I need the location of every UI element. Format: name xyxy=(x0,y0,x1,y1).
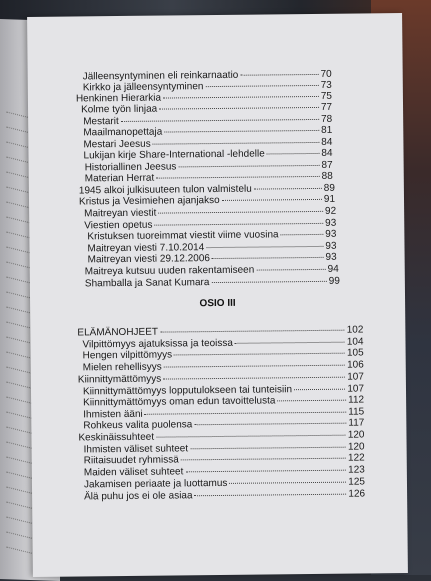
toc-entry-title: Mielen rehellisyys xyxy=(82,361,162,374)
dot-leader xyxy=(164,130,319,133)
facing-page-line xyxy=(6,291,32,298)
toc-entry-page: 120 xyxy=(347,441,365,453)
toc-entry-page: 94 xyxy=(327,263,339,275)
toc-entry-title: Ihmisten ääni xyxy=(83,408,143,421)
toc-entry-title: Älä puhu jos ei ole asiaa xyxy=(84,490,193,503)
toc-entry xyxy=(84,488,365,502)
facing-page-line xyxy=(6,531,32,538)
toc-entry-title: Maitreya kutsuu uuden rakentamiseen xyxy=(84,264,255,278)
section-heading: OSIO III xyxy=(199,297,236,310)
dot-leader xyxy=(158,211,323,214)
toc-entry-page: 73 xyxy=(320,79,332,91)
dot-leader xyxy=(194,423,346,426)
toc-entry-page: 115 xyxy=(348,406,365,418)
toc-entry-page: 120 xyxy=(347,429,365,441)
facing-page-line xyxy=(6,261,32,268)
dot-leader xyxy=(205,85,318,87)
toc-entry-page: 125 xyxy=(348,476,366,488)
toc-entry-title: Kiinnittymättömyys oman edun tavoittelusta xyxy=(83,395,276,409)
toc-entry-page: 107 xyxy=(347,371,364,383)
toc-entry-title: Kolme työn linjaa xyxy=(80,103,158,116)
dot-leader xyxy=(121,119,319,122)
toc-entry-title: Mestari Jeesus xyxy=(83,138,151,151)
toc-entry-title: Kiinnittymättömyys xyxy=(77,373,162,386)
dot-leader xyxy=(277,400,346,402)
facing-page-line xyxy=(6,276,32,283)
dot-leader xyxy=(174,353,345,356)
toc-entry-page: 117 xyxy=(348,417,365,429)
toc-entry-title: Lukijan kirje Share-International -lehdelle xyxy=(83,148,265,162)
dot-leader xyxy=(153,142,320,145)
toc-entry-page: 126 xyxy=(348,488,366,500)
facing-page-line xyxy=(6,411,32,418)
toc-entry-page: 104 xyxy=(346,336,364,348)
toc-entry-page: 84 xyxy=(321,147,333,159)
toc-entry-title: Maitreyan viesti 29.12.2006 xyxy=(87,253,210,266)
toc-entry-title: Keskinäissuhteet xyxy=(78,431,155,444)
facing-page-line xyxy=(6,501,32,508)
dot-leader xyxy=(229,482,346,484)
dot-leader xyxy=(190,447,346,450)
toc-entry-title: Henkinen Hierarkia xyxy=(75,92,162,105)
toc-entry-page: 107 xyxy=(347,383,365,395)
toc-entry-title: Materian Herrat xyxy=(84,172,155,185)
toc-entry-page: 106 xyxy=(346,359,364,371)
dot-leader xyxy=(212,257,324,259)
dot-leader xyxy=(156,176,319,179)
toc-entry-page: 70 xyxy=(320,68,332,80)
dot-leader xyxy=(164,365,345,368)
dot-leader xyxy=(159,107,319,110)
toc-entry-page: 122 xyxy=(347,452,365,464)
dot-leader xyxy=(160,330,345,333)
dot-leader xyxy=(267,153,320,155)
toc-entry-page: 93 xyxy=(325,251,337,263)
toc-entry-title: Shamballa ja Sanat Kumara xyxy=(84,277,210,290)
toc-entry-title: Maitreyan viesti 7.10.2014 xyxy=(87,242,205,255)
toc-entry-title: Maailmanopettaja xyxy=(83,126,163,139)
dot-leader xyxy=(154,223,323,226)
toc-entry-page: 123 xyxy=(348,464,365,476)
dot-leader xyxy=(178,165,319,167)
toc-entry-title: Kirkko ja jälleensyntyminen xyxy=(82,81,204,94)
toc-entry-title: 1945 alkoi julkisuuteen tulon valmistelu xyxy=(78,183,252,197)
facing-page-line xyxy=(6,321,32,328)
facing-page-line xyxy=(6,336,32,343)
facing-page-line xyxy=(6,216,32,223)
dot-leader xyxy=(256,269,325,271)
facing-page-line xyxy=(6,231,32,238)
toc-entry-title: ELÄMÄNOHJEET xyxy=(77,326,159,339)
facing-page-line xyxy=(6,426,32,433)
dot-leader xyxy=(254,188,322,190)
toc-entry-page: 105 xyxy=(346,347,364,359)
toc-entry-title: Jälleensyntyminen eli reinkarnaatio xyxy=(82,69,239,83)
toc-entry-title: Maiden väliset suhteet xyxy=(83,466,184,479)
toc-entry-title: Riitaisuudet ryhmissä xyxy=(83,454,179,467)
dot-leader xyxy=(294,389,345,391)
toc-entry-page: 93 xyxy=(325,228,337,240)
facing-page-line xyxy=(6,471,32,478)
toc-entry-page: 112 xyxy=(348,394,365,406)
facing-page-line xyxy=(6,201,32,208)
dot-leader xyxy=(206,246,323,248)
dot-leader xyxy=(163,96,319,99)
facing-page-line xyxy=(6,516,32,523)
dot-leader xyxy=(195,494,347,497)
toc-entry-page: 89 xyxy=(323,182,335,194)
toc-entry-page: 81 xyxy=(321,124,333,136)
dot-leader xyxy=(145,412,347,415)
toc-entry-page: 84 xyxy=(321,136,333,148)
toc-entry-title: Kristus ja Vesimiehen ajanjakso xyxy=(78,194,220,208)
toc-entry-title: Vilpittömyys ajatuksissa ja teoissa xyxy=(82,337,234,351)
toc-entry-title: Historiallinen Jeesus xyxy=(84,161,177,174)
toc-entry-title: Hengen vilpittömyys xyxy=(82,349,173,362)
book-page xyxy=(27,13,408,577)
facing-page-line xyxy=(6,306,32,313)
toc-entry-title: Kiinnittymättömyys lopputulokseen tai tunteisiin xyxy=(82,384,293,398)
toc-entry-title: Rohkeus valita puolensa xyxy=(83,419,193,432)
dot-leader xyxy=(185,470,346,473)
toc-entry-title: Jakamisen periaate ja luottamus xyxy=(83,477,228,491)
toc-entry-title: Mestarit xyxy=(83,116,119,128)
toc-entry-title: Maitreyan viestit xyxy=(84,207,157,220)
dot-leader xyxy=(222,199,322,201)
facing-page-line xyxy=(6,546,32,553)
facing-page-line xyxy=(6,456,32,463)
toc-entry-page: 92 xyxy=(324,205,337,217)
dot-leader xyxy=(235,342,345,344)
toc-entry-page: 77 xyxy=(320,101,333,113)
facing-page-line xyxy=(6,486,32,493)
toc-entry-title: Viestien opetus xyxy=(84,219,153,232)
toc-entry-page: 102 xyxy=(346,324,364,336)
toc-entry-title: Ihmisten väliset suhteet xyxy=(83,443,189,456)
facing-page-line xyxy=(6,396,32,403)
toc-entry-page: 93 xyxy=(325,240,337,252)
facing-page-line xyxy=(6,246,32,253)
dot-leader xyxy=(281,234,324,235)
toc-entry-page: 78 xyxy=(320,113,333,125)
dot-leader xyxy=(156,435,346,438)
toc-entry-page: 75 xyxy=(320,90,332,102)
toc-entry-title: Kristuksen tuoreimmat viestit viime vuosina xyxy=(87,229,279,243)
toc-entry-page: 93 xyxy=(325,217,337,229)
dot-leader xyxy=(181,458,346,461)
toc-entry xyxy=(85,276,340,290)
toc-entry-page: 91 xyxy=(323,193,336,205)
facing-page-line xyxy=(6,366,32,373)
toc-entry-page: 87 xyxy=(321,159,333,171)
dot-leader xyxy=(163,377,345,380)
toc-entry-page: 99 xyxy=(328,275,340,287)
facing-page-line xyxy=(6,441,32,448)
dot-leader xyxy=(240,74,318,76)
dot-leader xyxy=(211,281,326,283)
facing-page-line xyxy=(6,351,32,358)
toc-entry-page: 88 xyxy=(321,170,333,182)
facing-page-line xyxy=(6,381,32,388)
